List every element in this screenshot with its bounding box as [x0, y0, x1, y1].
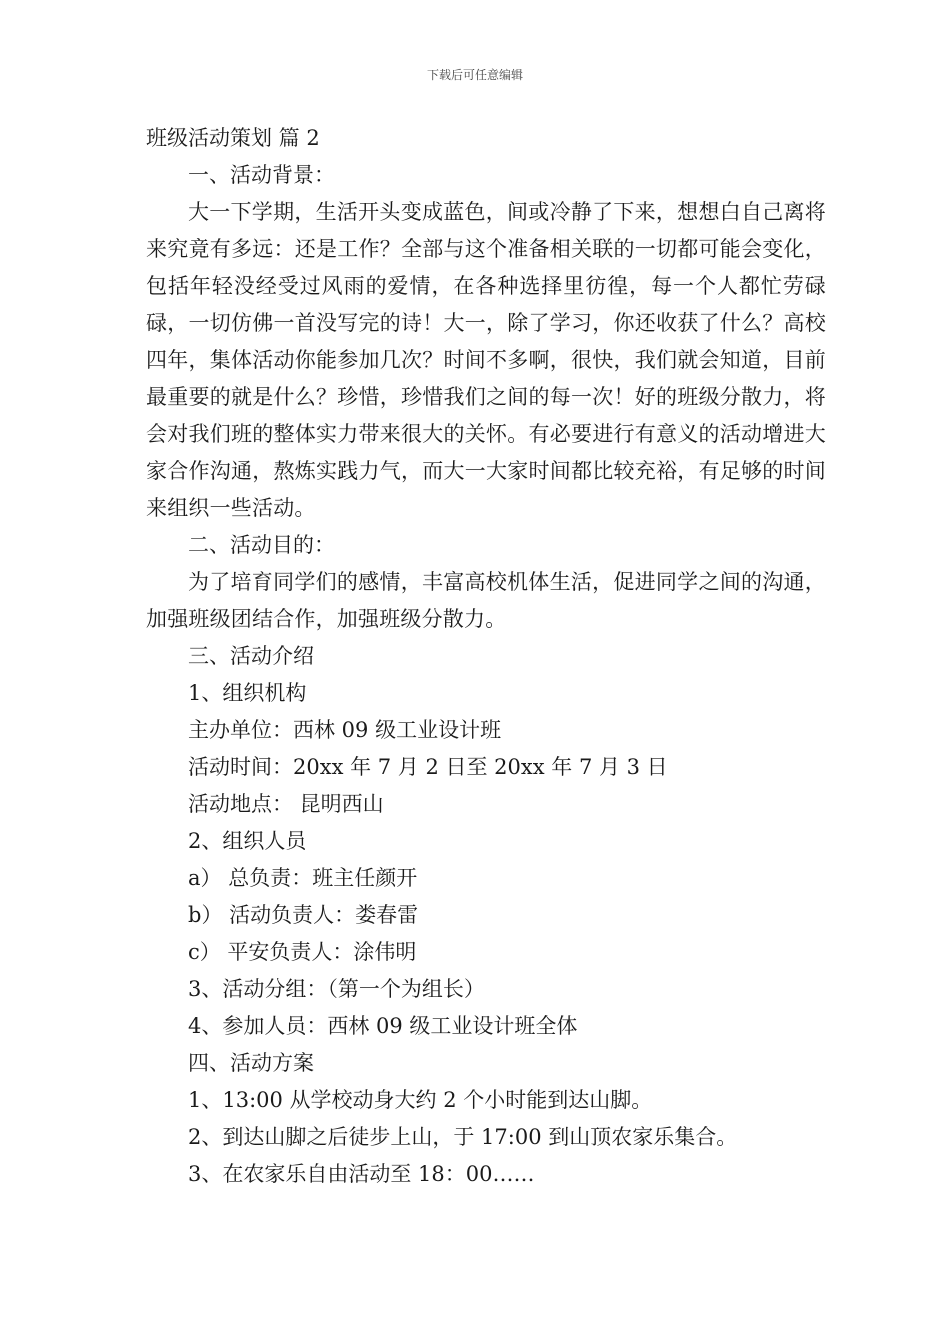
- document-body: [146, 120, 826, 1193]
- plan-item-free-time: 3、在农家乐自由活动至 18：00……: [188, 1162, 535, 1186]
- page-header-note: 下载后可任意编辑: [426, 68, 523, 82]
- intro-item-general-lead: a） 总负责：班主任颜开: [188, 866, 418, 890]
- section-heading-background: 一、活动背景：: [188, 163, 335, 187]
- section-heading-introduction: 三、活动介绍: [188, 644, 314, 668]
- plan-item-departure: 1、13:00 从学校动身大约 2 个小时能到达山脚。: [188, 1088, 653, 1112]
- section-heading-purpose: 二、活动目的：: [188, 533, 335, 557]
- intro-item-location: 活动地点： 昆明西山: [188, 792, 384, 816]
- section-heading-plan: 四、活动方案: [188, 1051, 314, 1075]
- intro-item-participants: 4、参加人员：西林 09 级工业设计班全体: [188, 1014, 578, 1038]
- paragraph-purpose: 为了培育同学们的感情，丰富高校机体生活，促进同学之间的沟通，加强班级团结合作，加强班级分散力。: [146, 570, 826, 631]
- intro-item-safety-lead: c） 平安负责人：涂伟明: [188, 940, 417, 964]
- plan-item-hike: 2、到达山脚之后徒步上山，于 17:00 到山顶农家乐集合。: [188, 1125, 738, 1149]
- document-title: 班级活动策划 篇 2: [146, 126, 320, 150]
- intro-item-activity-lead: b） 活动负责人：娄春雷: [188, 903, 419, 927]
- intro-item-organization: 1、组织机构: [188, 681, 307, 705]
- intro-item-staff: 2、组织人员: [188, 829, 307, 853]
- intro-item-host: 主办单位：西林 09 级工业设计班: [188, 718, 502, 742]
- intro-item-grouping: 3、活动分组：（第一个为组长）: [188, 977, 485, 1001]
- intro-item-time: 活动时间：20xx 年 7 月 2 日至 20xx 年 7 月 3 日: [188, 755, 668, 779]
- paragraph-background: 大一下学期，生活开头变成蓝色，间或冷静了下来，想想白自己离将来究竟有多远：还是工作？全部与这个准备相关联的一切都可能会变化，包括年轻没经受过风雨的爱情，在各种选择里彷徨，每一个人都忙劳碌碌，一切仿佛一首没写完的诗！大一，除了学习，你还收获了什么？高校四年，集体活动你能参加几次？时间不多啊，很快，我们就会知道，目前最重要的就是什么？珍惜，珍惜我们之间的每一次！好的班级分散力，将会对我们班的整体实力带来很大的关怀。有必要进行有意义的活动增进大家合作沟通，熬炼实践力气，而大一大家时间都比较充裕，有足够的时间来组织一些活动。: [146, 200, 826, 520]
